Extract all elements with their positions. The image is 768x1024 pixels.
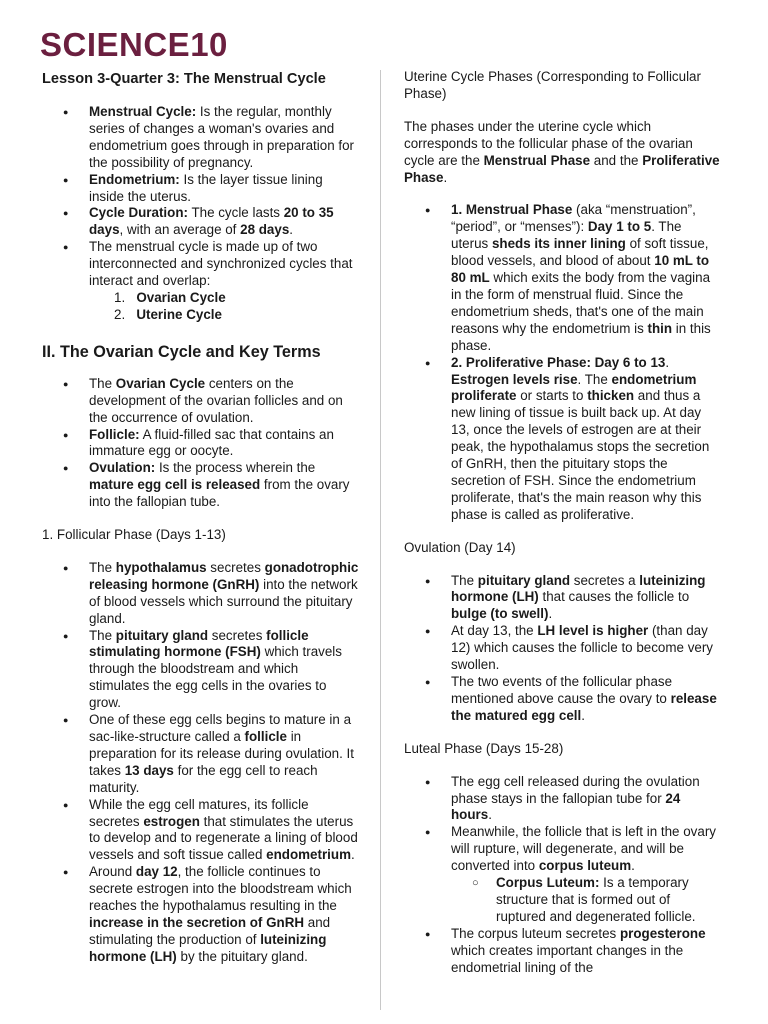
intro-list xyxy=(42,104,360,290)
luteal-list xyxy=(404,774,720,977)
list-item: ● The menstrual cycle is made up of two interconnected and synchronized cycles that interact and overlap: xyxy=(89,239,360,290)
list-item: ● Around day 12, the follicle continues to secrete estrogen into the bloodstream which reaches the hypothalamus resulting in the increase in the secretion of GnRH and stimulating the production of luteinizing hormone (LH) by the pituitary gland. xyxy=(89,864,360,965)
brand-title: SCIENCE10 xyxy=(40,26,228,63)
list-item: ● Menstrual Cycle: Is the regular, monthly series of changes a woman's ovaries and endometrium goes through in preparation for the possibility of pregnancy. xyxy=(89,104,360,172)
list-item: ● The corpus luteum secretes progesterone which creates important changes in the endometrial lining of the xyxy=(451,926,720,977)
corpus-luteum-definition: ○ Corpus Luteum: Is a temporary structure that is formed out of ruptured and degenerated follicle. xyxy=(496,875,720,926)
list-item: ● The pituitary gland secretes follicle stimulating hormone (FSH) which travels through the bloodstream and which stimulates the egg cells in the ovaries to grow. xyxy=(89,628,360,713)
list-item: ● Meanwhile, the follicle that is left in the ovary will rupture, will degenerate, and will be converted into corpus luteum. ○ Corpus Luteum: Is a temporary structure that is formed out of ruptured and degenerated follicle. xyxy=(451,824,720,925)
list-item: ● The hypothalamus secretes gonadotrophic releasing hormone (GnRH) into the network of blood vessels which surround the pituitary gland. xyxy=(89,560,360,628)
lesson-title: Lesson 3-Quarter 3: The Menstrual Cycle xyxy=(42,71,326,87)
list-item: ● At day 13, the LH level is higher (than day 12) which causes the follicle to become very swollen. xyxy=(451,623,720,674)
uterine-intro: The phases under the uterine cycle which corresponds to the follicular phase of the ovarian cycle are the Menstrual Phase and the Proliferative Phase. xyxy=(404,118,720,185)
list-item: ● The Ovarian Cycle centers on the development of the ovarian follicles and on the occurrence of ovulation. xyxy=(89,376,360,427)
list-item: ● The pituitary gland secretes a luteinizing hormone (LH) that causes the follicle to bulge (to swell). xyxy=(451,573,720,624)
section-heading: II. The Ovarian Cycle and Key Terms xyxy=(42,342,321,361)
follicular-heading: 1. Follicular Phase (Days 1-13) xyxy=(42,527,226,543)
ovulation-list xyxy=(404,573,720,725)
key-terms-list xyxy=(42,376,360,511)
list-item: ● Follicle: A fluid-filled sac that contains an immature egg or oocyte. xyxy=(89,427,360,461)
list-item: ● Ovulation: Is the process wherein the mature egg cell is released from the ovary into the fallopian tube. xyxy=(89,460,360,511)
ovulation-heading: Ovulation (Day 14) xyxy=(404,539,516,555)
corpus-luteum-sublist xyxy=(404,875,720,926)
list-item: ● 1. Menstrual Phase (aka “menstruation”, “period”, or “menses”): Day 1 to 5. The uterus sheds its inner lining of soft tissue, blood vessels, and blood of about 10 mL to 80 mL which exits the body from the vagina in the form of menstrual fluid. Since the endometrium sheds, that's one of the main reasons why the endometrium is thin in this phase. xyxy=(451,202,720,354)
list-item: ● Endometrium: Is the layer tissue lining inside the uterus. xyxy=(89,172,360,206)
left-column xyxy=(42,68,360,966)
list-item: ● The egg cell released during the ovulation phase stays in the fallopian tube for 24 hours. xyxy=(451,774,720,825)
list-item: ● The two events of the follicular phase mentioned above cause the ovary to release the matured egg cell. xyxy=(451,674,720,725)
cycle-list xyxy=(42,290,360,324)
luteal-heading: Luteal Phase (Days 15-28) xyxy=(404,740,564,756)
list-item: ● 2. Proliferative Phase: Day 6 to 13. Estrogen levels rise. The endometrium proliferate or starts to thicken and thus a new lining of tissue is built back up. At day 13, once the levels of estrogen are at their peak, the hypothalamus stops the secretion of GnRH, then the pituitary stops the secretion of FSH. Since the endometrium proliferate, that's the main reason why this phase is called as proliferative. xyxy=(451,355,720,524)
right-column xyxy=(404,69,720,977)
list-item: ● While the egg cell matures, its follicle secretes estrogen that stimulates the uterus to develop and to regenerate a lining of blood vessels and soft tissue called endometrium. xyxy=(89,797,360,865)
list-item: ● One of these egg cells begins to mature in a sac-like-structure called a follicle in preparation for its release during ovulation. It takes 13 days for the egg cell to reach maturity. xyxy=(89,712,360,797)
uterine-heading: Uterine Cycle Phases (Corresponding to Follicular Phase) xyxy=(404,69,701,101)
list-item: ● Cycle Duration: The cycle lasts 20 to 35 days, with an average of 28 days. xyxy=(89,205,360,239)
cycle-item-ovarian: 1. Ovarian Cycle xyxy=(114,289,226,305)
follicular-list xyxy=(42,560,360,966)
column-divider xyxy=(380,70,381,1010)
cycle-item-uterine: 2. Uterine Cycle xyxy=(114,306,222,322)
uterine-phase-list xyxy=(404,202,720,523)
